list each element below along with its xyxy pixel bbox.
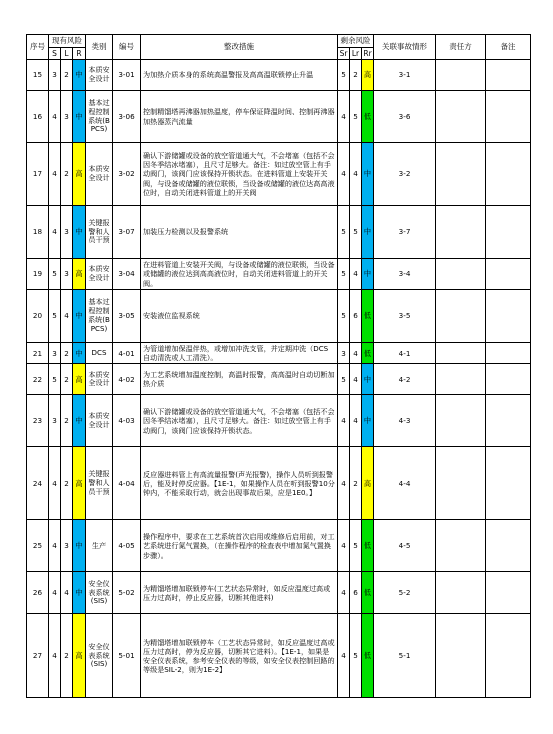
cell-category: DCS <box>86 343 113 364</box>
cell-s: 5 <box>49 290 61 343</box>
cell-measure: 在进料管道上安装开关阀，与设备或储罐的液位联锁，当设备或储罐的液位达到高高液位时，自动关闭进料管道上的开关阀。 <box>141 259 338 290</box>
cell-l: 2 <box>61 614 73 698</box>
cell-measure: 为加热介质本身的系统高温警报及高高温联锁停止升温 <box>141 60 338 91</box>
table-row <box>27 364 531 395</box>
risk-table <box>26 34 531 698</box>
cell-sr: 4 <box>338 91 350 143</box>
cell-sr: 4 <box>338 395 350 447</box>
cell-s: 4 <box>49 520 61 572</box>
cell-r-level-badge: 中 <box>73 290 86 343</box>
table-row <box>27 395 531 447</box>
cell-related: 4-2 <box>374 364 436 395</box>
cell-s: 4 <box>49 206 61 259</box>
col-sr-header: Sr <box>338 48 350 60</box>
cell-s: 3 <box>49 395 61 447</box>
cell-related: 3-5 <box>374 290 436 343</box>
cell-category: 生产 <box>86 520 113 572</box>
cell-category: 安全仪表系统(SIS) <box>86 572 113 614</box>
cell-related: 3-7 <box>374 206 436 259</box>
cell-code: 5-02 <box>113 572 141 614</box>
cell-measure: 确认下游储罐或设备的放空管道通大气，不会堵塞（包括不会因冬季结冰堵塞），且尺寸足够大。备注：如过放空管上有手动阀门，该阀门应该保持开锁状态。 <box>141 395 338 447</box>
cell-r-level-badge: 高 <box>73 447 86 520</box>
cell-code: 3-05 <box>113 290 141 343</box>
cell-responsible <box>436 91 486 143</box>
cell-remark <box>486 520 531 572</box>
col-measure-header: 整改措施 <box>141 35 338 60</box>
cell-s: 3 <box>49 60 61 91</box>
cell-l: 4 <box>61 572 73 614</box>
cell-l: 2 <box>61 364 73 395</box>
table-row <box>27 290 531 343</box>
cell-r-level-badge: 中 <box>73 91 86 143</box>
col-current-risk-header: 现有风险 <box>49 35 86 48</box>
cell-s: 4 <box>49 91 61 143</box>
cell-remark <box>486 343 531 364</box>
cell-r-level-badge: 高 <box>73 364 86 395</box>
cell-seq: 20 <box>27 290 49 343</box>
cell-sr: 5 <box>338 206 350 259</box>
risk-table-sheet <box>26 34 531 698</box>
cell-responsible <box>436 290 486 343</box>
cell-lr: 5 <box>350 614 362 698</box>
cell-r-level-badge: 中 <box>73 520 86 572</box>
cell-s: 4 <box>49 572 61 614</box>
cell-lr: 6 <box>350 572 362 614</box>
cell-rr-level-badge: 高 <box>362 447 374 520</box>
table-row <box>27 447 531 520</box>
cell-s: 5 <box>49 364 61 395</box>
cell-sr: 4 <box>338 614 350 698</box>
cell-related: 4-5 <box>374 520 436 572</box>
cell-r-level-badge: 高 <box>73 143 86 206</box>
cell-category: 关键报警和人员干预 <box>86 447 113 520</box>
cell-remark <box>486 614 531 698</box>
cell-measure: 安装液位监视系统 <box>141 290 338 343</box>
col-seq-header: 序号 <box>27 35 49 60</box>
cell-seq: 25 <box>27 520 49 572</box>
cell-remark <box>486 447 531 520</box>
cell-seq: 26 <box>27 572 49 614</box>
cell-remark <box>486 395 531 447</box>
cell-responsible <box>436 60 486 91</box>
cell-responsible <box>436 364 486 395</box>
cell-seq: 24 <box>27 447 49 520</box>
cell-category: 本质安全设计 <box>86 395 113 447</box>
cell-category: 本质安全设计 <box>86 143 113 206</box>
cell-rr-level-badge: 中 <box>362 143 374 206</box>
cell-code: 4-03 <box>113 395 141 447</box>
cell-related: 3-6 <box>374 91 436 143</box>
cell-lr: 2 <box>350 60 362 91</box>
cell-remark <box>486 60 531 91</box>
table-row <box>27 520 531 572</box>
cell-code: 4-05 <box>113 520 141 572</box>
cell-lr: 5 <box>350 520 362 572</box>
cell-category: 关键报警和人员干预 <box>86 206 113 259</box>
table-row <box>27 614 531 698</box>
cell-measure: 控制精馏塔再沸器加热温度，停车保证降温时间、控制再沸器加热器蒸汽流量 <box>141 91 338 143</box>
cell-related: 4-4 <box>374 447 436 520</box>
cell-rr-level-badge: 低 <box>362 572 374 614</box>
col-responsible-header: 责任方 <box>436 35 486 60</box>
cell-measure: 为精馏塔增加联锁停车（工艺状态异常时，如反应温度过高或压力过高时，停为反应器，切断其它进料）。【1E-1，如果是安全仪表系统，参考安全仪表的等级，如安全仪表控制回路的等级是SIL-2，则为1E-2】 <box>141 614 338 698</box>
cell-remark <box>486 364 531 395</box>
cell-measure: 操作程序中，要求在工艺系统首次启用或维修后启用前，对工艺系统进行氮气置换，（在操作程序的检查表中增加氮气置换步骤）。 <box>141 520 338 572</box>
table-row <box>27 259 531 290</box>
cell-lr: 4 <box>350 143 362 206</box>
cell-remark <box>486 206 531 259</box>
cell-rr-level-badge: 中 <box>362 259 374 290</box>
cell-code: 3-04 <box>113 259 141 290</box>
cell-l: 4 <box>61 290 73 343</box>
cell-code: 3-02 <box>113 143 141 206</box>
cell-s: 4 <box>49 447 61 520</box>
cell-s: 4 <box>49 614 61 698</box>
cell-category: 本质安全设计 <box>86 364 113 395</box>
col-rr-header: Rr <box>363 48 372 58</box>
cell-sr: 3 <box>338 343 350 364</box>
cell-category: 基本过程控制系统(BPCS) <box>86 290 113 343</box>
cell-l: 2 <box>61 395 73 447</box>
cell-rr-level-badge: 低 <box>362 520 374 572</box>
cell-code: 4-04 <box>113 447 141 520</box>
cell-rr-level-badge: 中 <box>362 206 374 259</box>
cell-remark <box>486 572 531 614</box>
cell-rr-level-badge: 低 <box>362 290 374 343</box>
cell-responsible <box>436 447 486 520</box>
col-r-header: R <box>73 48 86 60</box>
cell-lr: 4 <box>350 395 362 447</box>
cell-seq: 18 <box>27 206 49 259</box>
cell-responsible <box>436 143 486 206</box>
cell-category: 本质安全设计 <box>86 60 113 91</box>
cell-measure: 确认下游储罐或设备的放空管道通大气，不会堵塞（包括不会因冬季结冰堵塞），且尺寸足够大。备注：如过放空管上有手动阀门，该阀门应该保持开锁状态。在进料管道上安装开关阀，与设备或储罐的液位联锁，当设备或储罐的液位达高高液位时，自动关闭进料管道上的开关阀 <box>141 143 338 206</box>
cell-related: 4-3 <box>374 395 436 447</box>
col-related-header: 关联事故情形 <box>374 35 436 60</box>
cell-code: 3-01 <box>113 60 141 91</box>
table-row <box>27 206 531 259</box>
cell-responsible <box>436 614 486 698</box>
cell-lr: 5 <box>350 206 362 259</box>
cell-s: 4 <box>49 143 61 206</box>
cell-rr-level-badge: 低 <box>362 343 374 364</box>
cell-category: 基本过程控制系统(BPCS) <box>86 91 113 143</box>
cell-seq: 19 <box>27 259 49 290</box>
col-lr-header: Lr <box>350 48 362 60</box>
cell-sr: 5 <box>338 364 350 395</box>
cell-measure: 为工艺系统增加温度控制，高温时报警，高高温时自动切断加热介质 <box>141 364 338 395</box>
cell-remark <box>486 91 531 143</box>
cell-l: 3 <box>61 259 73 290</box>
cell-responsible <box>436 572 486 614</box>
cell-responsible <box>436 395 486 447</box>
cell-sr: 5 <box>338 60 350 91</box>
cell-sr: 5 <box>338 259 350 290</box>
cell-responsible <box>436 343 486 364</box>
cell-l: 2 <box>61 143 73 206</box>
cell-seq: 16 <box>27 91 49 143</box>
cell-l: 3 <box>61 520 73 572</box>
cell-remark <box>486 290 531 343</box>
cell-related: 3-4 <box>374 259 436 290</box>
cell-seq: 17 <box>27 143 49 206</box>
cell-r-level-badge: 中 <box>73 343 86 364</box>
col-category-header: 类别 <box>86 35 113 60</box>
table-row <box>27 572 531 614</box>
cell-related: 5-1 <box>374 614 436 698</box>
cell-lr: 4 <box>350 364 362 395</box>
cell-rr-level-badge: 中 <box>362 395 374 447</box>
cell-s: 5 <box>49 259 61 290</box>
cell-lr: 2 <box>350 447 362 520</box>
cell-l: 3 <box>61 206 73 259</box>
cell-rr-level-badge: 高 <box>362 60 374 91</box>
cell-related: 3-2 <box>374 143 436 206</box>
cell-sr: 4 <box>338 520 350 572</box>
cell-responsible <box>436 259 486 290</box>
cell-l: 2 <box>61 60 73 91</box>
col-s-header: S <box>49 48 61 60</box>
cell-measure: 加装压力检测以及报警系统 <box>141 206 338 259</box>
cell-rr-level-badge: 中 <box>362 364 374 395</box>
cell-responsible <box>436 520 486 572</box>
table-body <box>27 60 531 698</box>
cell-code: 4-02 <box>113 364 141 395</box>
cell-sr: 4 <box>338 447 350 520</box>
table-row <box>27 143 531 206</box>
col-code-header: 编号 <box>113 35 141 60</box>
cell-sr: 4 <box>338 572 350 614</box>
cell-s: 3 <box>49 343 61 364</box>
cell-l: 2 <box>61 343 73 364</box>
col-remark-header: 备注 <box>486 35 531 60</box>
cell-seq: 27 <box>27 614 49 698</box>
cell-r-level-badge: 中 <box>73 395 86 447</box>
cell-measure: 为精馏塔增加联锁停车(工艺状态异常时，如反应温度过高或压力过高时，停止反应器，切断其他进料) <box>141 572 338 614</box>
cell-related: 5-2 <box>374 572 436 614</box>
cell-rr-level-badge: 低 <box>362 614 374 698</box>
cell-lr: 4 <box>350 259 362 290</box>
cell-measure: 反应器进料管上有高流量报警(声光报警)，操作人员听到报警后，能及时停反应器。【1E-1，如果操作人员在听到报警10分钟内，不能采取行动，就会出现事故后果，应是1E0。】 <box>141 447 338 520</box>
cell-r-level-badge: 高 <box>73 614 86 698</box>
cell-code: 5-01 <box>113 614 141 698</box>
cell-seq: 21 <box>27 343 49 364</box>
cell-lr: 4 <box>350 343 362 364</box>
table-row <box>27 343 531 364</box>
cell-r-level-badge: 高 <box>73 259 86 290</box>
cell-remark <box>486 143 531 206</box>
cell-r-level-badge: 中 <box>73 206 86 259</box>
col-residual-risk-header: 剩余风险 <box>338 35 374 48</box>
cell-responsible <box>436 206 486 259</box>
cell-sr: 4 <box>338 143 350 206</box>
cell-r-level-badge: 中 <box>73 572 86 614</box>
table-row <box>27 91 531 143</box>
cell-r-level-badge: 中 <box>73 60 86 91</box>
cell-related: 4-1 <box>374 343 436 364</box>
cell-rr-level-badge: 低 <box>362 91 374 143</box>
cell-l: 3 <box>61 91 73 143</box>
cell-measure: 为管道增加保温伴热，或增加冲洗支管，并定期冲洗（DCS自动清洗或人工清洗）。 <box>141 343 338 364</box>
cell-code: 4-01 <box>113 343 141 364</box>
cell-sr: 5 <box>338 290 350 343</box>
col-l-header: L <box>61 48 73 60</box>
cell-lr: 6 <box>350 290 362 343</box>
cell-related: 3-1 <box>374 60 436 91</box>
cell-seq: 15 <box>27 60 49 91</box>
table-row <box>27 60 531 91</box>
cell-seq: 22 <box>27 364 49 395</box>
cell-code: 3-06 <box>113 91 141 143</box>
cell-category: 本质安全设计 <box>86 259 113 290</box>
cell-seq: 23 <box>27 395 49 447</box>
cell-l: 2 <box>61 447 73 520</box>
cell-category: 安全仪表系统(SIS) <box>86 614 113 698</box>
cell-code: 3-07 <box>113 206 141 259</box>
cell-remark <box>486 259 531 290</box>
cell-lr: 5 <box>350 91 362 143</box>
